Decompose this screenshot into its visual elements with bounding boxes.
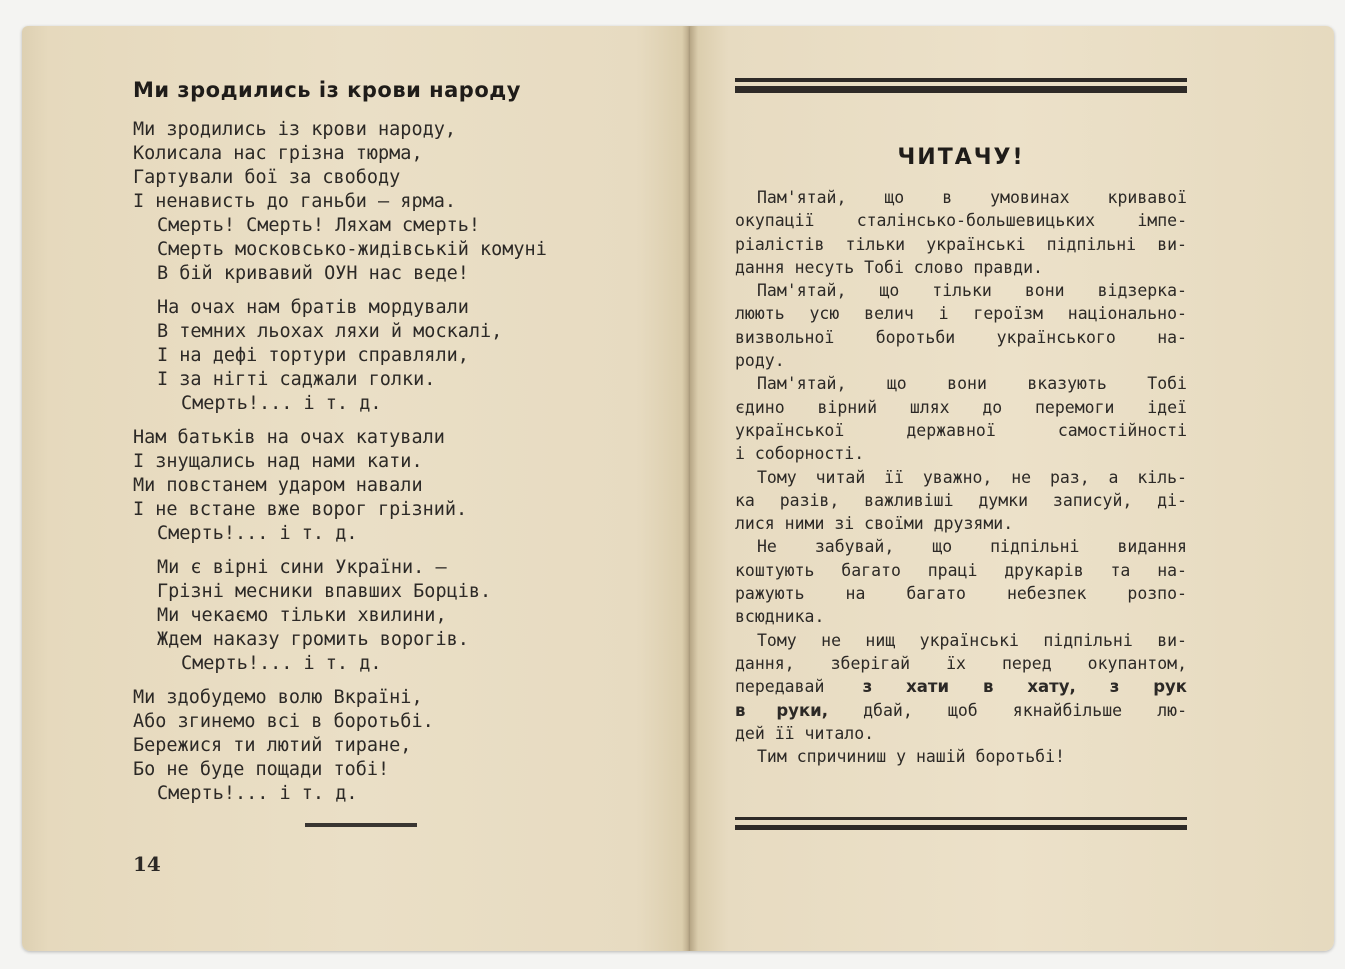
poem-line: Колисала нас грізна тюрма, (133, 143, 423, 164)
poem-line: Смерть!... і т. д. (157, 523, 358, 544)
reader-paragraph (735, 186, 1187, 279)
poem-line: І не встане вже ворог грізний. (133, 499, 468, 520)
reader-line: Пам'ятай, що тільки вони відзерка- (757, 281, 1187, 301)
reader-line: єдино вірний шлях до перемоги ідеї (735, 397, 1187, 417)
reader-line: передавай з хати в хату, з рук (735, 677, 1187, 697)
poem-line: І на дефі тортури справляли, (157, 345, 469, 366)
emphasis-text: з хати в хату, з рук (862, 677, 1187, 697)
poem-line: Ми зродились із крови народу, (133, 119, 457, 140)
reader-line: лися ними зі своїми друзями. (735, 514, 1014, 534)
reader-line: і соборності. (735, 444, 865, 464)
poem-line: Смерть московсько-жидівській комуні (157, 239, 547, 260)
poem-body (133, 118, 547, 816)
binding-gutter (682, 26, 698, 951)
reader-line: коштують багато праці друкарів та на- (735, 560, 1187, 580)
reader-paragraph (735, 372, 1187, 465)
reader-line: української державної самостійності (735, 420, 1187, 440)
reader-line: Тим спричиниш у нашій боротьбі! (757, 747, 1065, 767)
reader-line: дання, зберігай їх перед окупантом, (735, 653, 1187, 673)
poem-stanza (133, 296, 547, 416)
poem-line: Ждем наказу громить ворогів. (157, 629, 469, 650)
poem-title: Ми зродились із крови народу (133, 78, 521, 102)
poem-line: І знущались над нами кати. (133, 451, 423, 472)
reader-line: ражують на багато небезпек розпо- (735, 584, 1187, 604)
poem-line: І ненависть до ганьби — ярма. (133, 191, 457, 212)
poem-stanza (133, 426, 547, 546)
poem-line: Ми є вірні сини України. — (157, 557, 447, 578)
poem-line: Смерть!... і т. д. (157, 783, 358, 804)
poem-line: Нам батьків на очах катували (133, 427, 445, 448)
poem-line: В темних льохах ляхи й москалі, (157, 321, 503, 342)
poem-line: Смерть! Смерть! Ляхам смерть! (157, 215, 481, 236)
poem-line: Бо не буде пощади тобі! (133, 759, 390, 780)
poem-line: І за нігті саджали голки. (157, 369, 436, 390)
poem-line: Ми повстанем ударом навали (133, 475, 423, 496)
poem-line: Смерть!... і т. д. (181, 393, 382, 414)
poem-line: Гартували бої за свободу (133, 167, 401, 188)
poem-end-rule (305, 823, 417, 827)
reader-paragraph (735, 745, 1187, 768)
reader-line: люють усю велич і героїзм національно- (735, 304, 1187, 324)
poem-line: Грізні месники впавших Борців. (157, 581, 492, 602)
reader-line: ка разів, важливіші думки записуй, ді- (735, 490, 1187, 510)
reader-paragraph (735, 535, 1187, 628)
reader-line: дей її читало. (735, 723, 875, 743)
reader-paragraph (735, 629, 1187, 745)
reader-line: всюдника. (735, 607, 825, 627)
poem-stanza (133, 686, 547, 806)
reader-line: Пам'ятай, що вони вказують Тобі (757, 374, 1187, 394)
page-number: 14 (133, 852, 161, 876)
top-rule-thick (735, 86, 1187, 93)
reader-paragraph (735, 466, 1187, 536)
reader-line: дання несуть Тобі слово правди. (735, 257, 1043, 277)
reader-line: Пам'ятай, що в умовинах кривавої (757, 188, 1187, 207)
poem-line: Ми здобудемо волю Вкраїні, (133, 687, 423, 708)
poem-line: Смерть!... і т. д. (181, 653, 382, 674)
poem-line: Бережися ти лютий тиране, (133, 735, 412, 756)
reader-line: роду. (735, 351, 785, 371)
bottom-rule-thin (735, 817, 1187, 820)
reader-body (735, 186, 1187, 768)
poem-stanza (133, 118, 547, 286)
reader-line: Тому читай її уважно, не раз, а кіль- (757, 467, 1187, 487)
poem-stanza (133, 556, 547, 676)
emphasis-text: в руки, (735, 700, 828, 720)
reader-line: Тому не нищ українські підпільні ви- (757, 630, 1187, 650)
top-rule-thin (735, 78, 1187, 82)
bottom-rule-thick (735, 825, 1187, 830)
reader-heading: ЧИТАЧУ! (897, 145, 1025, 170)
reader-line: визвольної боротьби українського на- (735, 327, 1187, 347)
reader-line: в руки, дбай, щоб якнайбільше лю- (735, 700, 1187, 720)
poem-line: На очах нам братів мордували (157, 297, 469, 318)
reader-line: Не забувай, що підпільні видання (757, 537, 1187, 557)
reader-paragraph (735, 279, 1187, 372)
poem-line: Ми чекаємо тільки хвилини, (157, 605, 447, 626)
reader-line: ріалістів тільки українські підпільні ви- (735, 234, 1187, 254)
poem-line: Або згинемо всі в боротьбі. (133, 711, 434, 732)
poem-line: В бій кривавий ОУН нас веде! (157, 263, 469, 284)
reader-line: окупації сталінсько-большевицьких імпе- (735, 211, 1187, 231)
